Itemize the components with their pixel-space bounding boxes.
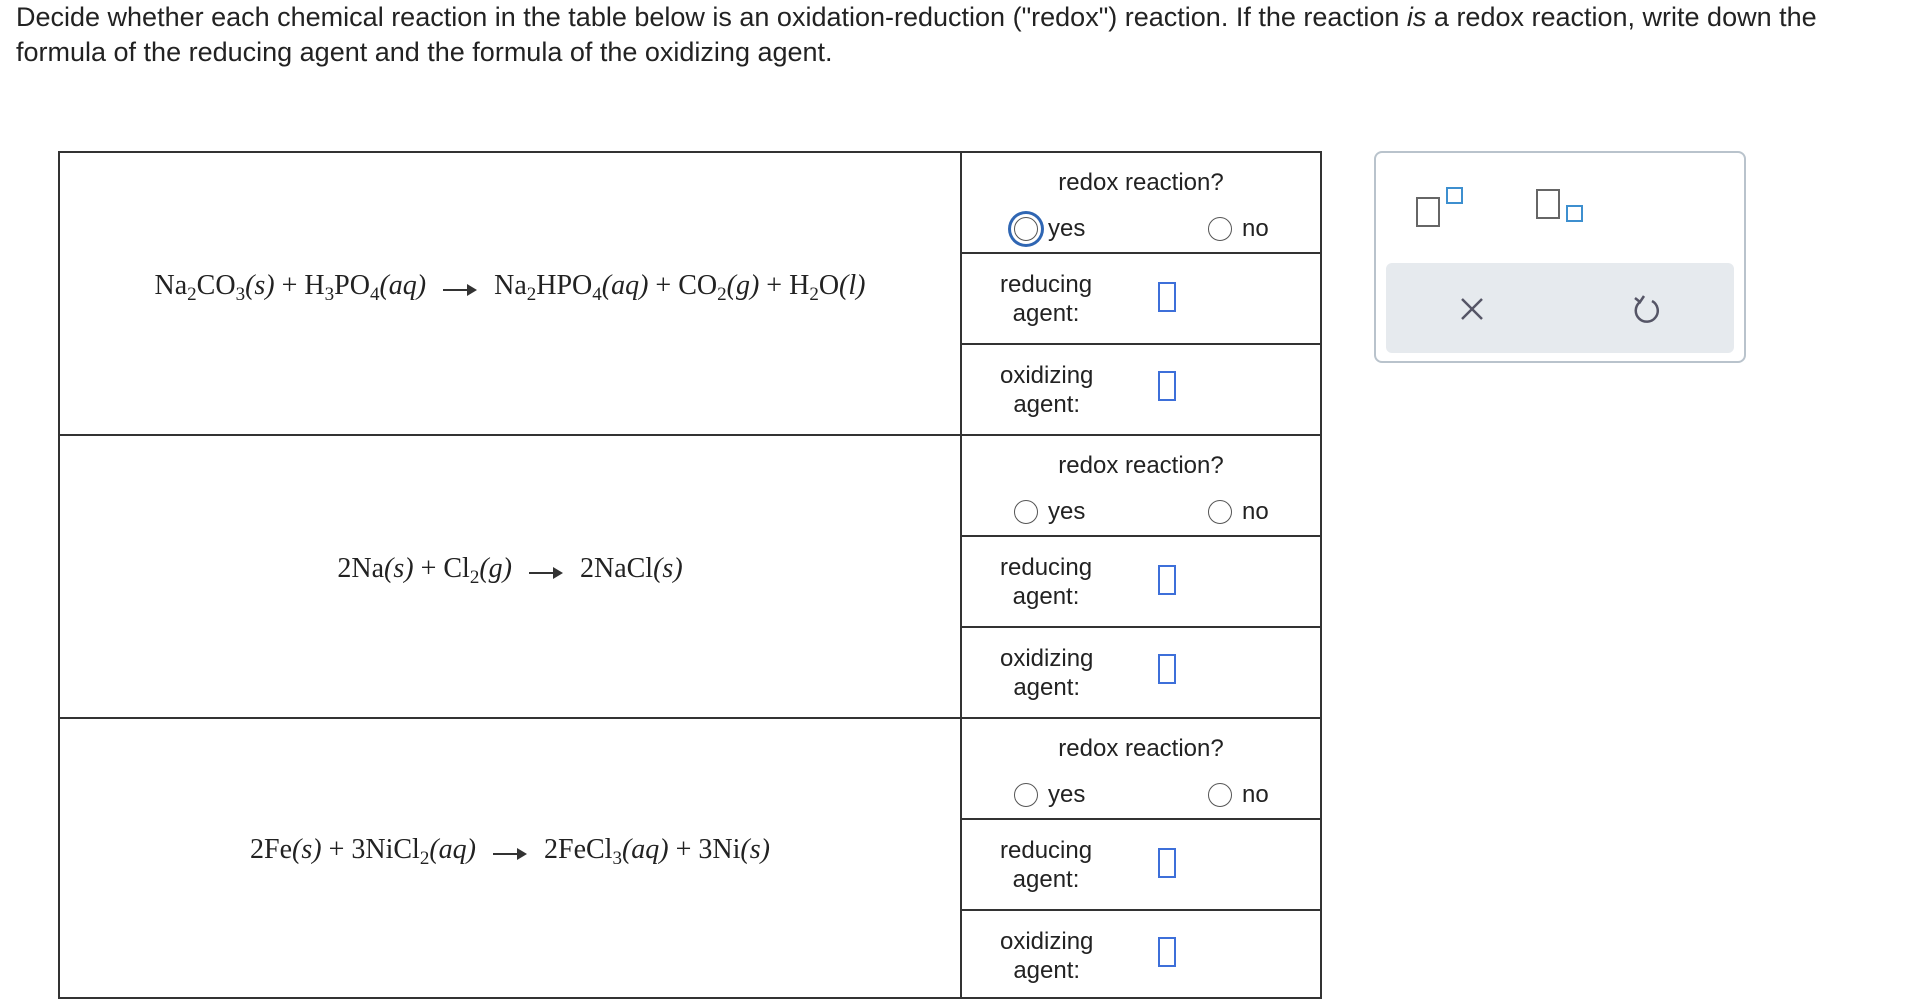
yes-radio[interactable] — [1014, 783, 1038, 807]
superscript-template-icon[interactable] — [1416, 183, 1476, 233]
reducing-agent-row — [962, 254, 1320, 345]
instructions-emphasis: is — [1406, 2, 1427, 32]
oxidizing-agent-label: oxidizing agent: — [1000, 928, 1094, 984]
reaction-table — [58, 151, 1322, 999]
oxidizing-agent-input[interactable] — [1158, 937, 1176, 967]
equation-cell — [60, 719, 962, 997]
no-label: no — [1242, 498, 1269, 525]
reducing-agent-label: reducing agent: — [1000, 271, 1093, 327]
no-radio[interactable] — [1208, 217, 1232, 241]
no-label: no — [1242, 215, 1269, 242]
redox-question-row — [962, 153, 1320, 254]
clear-button[interactable] — [1444, 281, 1500, 337]
redox-question-label: redox reaction? — [1058, 735, 1224, 762]
redox-question-label: redox reaction? — [1058, 169, 1224, 196]
reaction-row-2 — [60, 436, 1320, 719]
instructions-text-2: a redox reaction, write down the formula of the reducing agent and the formula of the oxidizing agent. — [16, 2, 1817, 67]
reducing-agent-row — [962, 820, 1320, 911]
palette-action-bar — [1386, 263, 1734, 353]
base-box — [1416, 197, 1440, 227]
reducing-agent-label: reducing agent: — [1000, 554, 1093, 610]
redox-question-row — [962, 436, 1320, 537]
instructions-text: Decide whether each chemical reaction in the table below is an oxidation-reduction ("redox") reaction. If the reaction — [16, 2, 1407, 32]
yes-label: yes — [1048, 498, 1086, 525]
yes-label: yes — [1048, 781, 1086, 808]
instructions — [16, 0, 1896, 70]
redox-yes-option[interactable] — [1014, 498, 1085, 526]
redox-no-option[interactable] — [1208, 215, 1269, 243]
yes-radio[interactable] — [1014, 500, 1038, 524]
redox-no-option[interactable] — [1208, 781, 1269, 809]
reaction-row-1 — [60, 153, 1320, 436]
equation-cell — [60, 153, 962, 434]
oxidizing-agent-label: oxidizing agent: — [1000, 645, 1094, 701]
reducing-agent-label: reducing agent: — [1000, 837, 1093, 893]
oxidizing-agent-row — [962, 911, 1320, 1000]
chemical-equation-1: $Na_2CO_3(s) + H_3PO_4(aq) Na_2HPO_4(aq) + CO_2(g) + H_2O(l)$ — [154, 269, 866, 305]
redox-yes-option[interactable] — [1014, 781, 1085, 809]
oxidizing-agent-input[interactable] — [1158, 654, 1176, 684]
reducing-agent-input[interactable] — [1158, 282, 1176, 312]
reducing-agent-row — [962, 537, 1320, 628]
yes-radio[interactable] — [1014, 217, 1038, 241]
undo-button[interactable] — [1618, 281, 1674, 337]
base-box — [1536, 189, 1560, 219]
redox-question-row — [962, 719, 1320, 820]
answer-cell — [962, 153, 1320, 434]
yes-label: yes — [1048, 215, 1086, 242]
chemical-equation-2: $2Na(s) + Cl_2(g)$ 2NaCl(s) — [337, 552, 683, 588]
reducing-agent-input[interactable] — [1158, 848, 1176, 878]
reaction-row-3 — [60, 719, 1320, 997]
undo-icon — [1630, 293, 1662, 325]
no-radio[interactable] — [1208, 783, 1232, 807]
redox-no-option[interactable] — [1208, 498, 1269, 526]
subscript-template-icon[interactable] — [1536, 183, 1596, 233]
answer-cell — [962, 436, 1320, 717]
x-icon — [1458, 295, 1486, 323]
oxidizing-agent-row — [962, 345, 1320, 434]
no-label: no — [1242, 781, 1269, 808]
oxidizing-agent-input[interactable] — [1158, 371, 1176, 401]
input-palette — [1374, 151, 1746, 363]
superscript-box — [1446, 187, 1463, 204]
reducing-agent-input[interactable] — [1158, 565, 1176, 595]
equation-cell — [60, 436, 962, 717]
answer-cell — [962, 719, 1320, 997]
redox-yes-option[interactable] — [1014, 215, 1085, 243]
redox-question-label: redox reaction? — [1058, 452, 1224, 479]
oxidizing-agent-label: oxidizing agent: — [1000, 362, 1094, 418]
no-radio[interactable] — [1208, 500, 1232, 524]
chemical-equation-3: 2Fe(s) + 3NiCl$_2$(aq) 2FeCl$_3$(aq) + 3Ni(s) — [250, 834, 770, 869]
oxidizing-agent-row — [962, 628, 1320, 717]
subscript-box — [1566, 205, 1583, 222]
